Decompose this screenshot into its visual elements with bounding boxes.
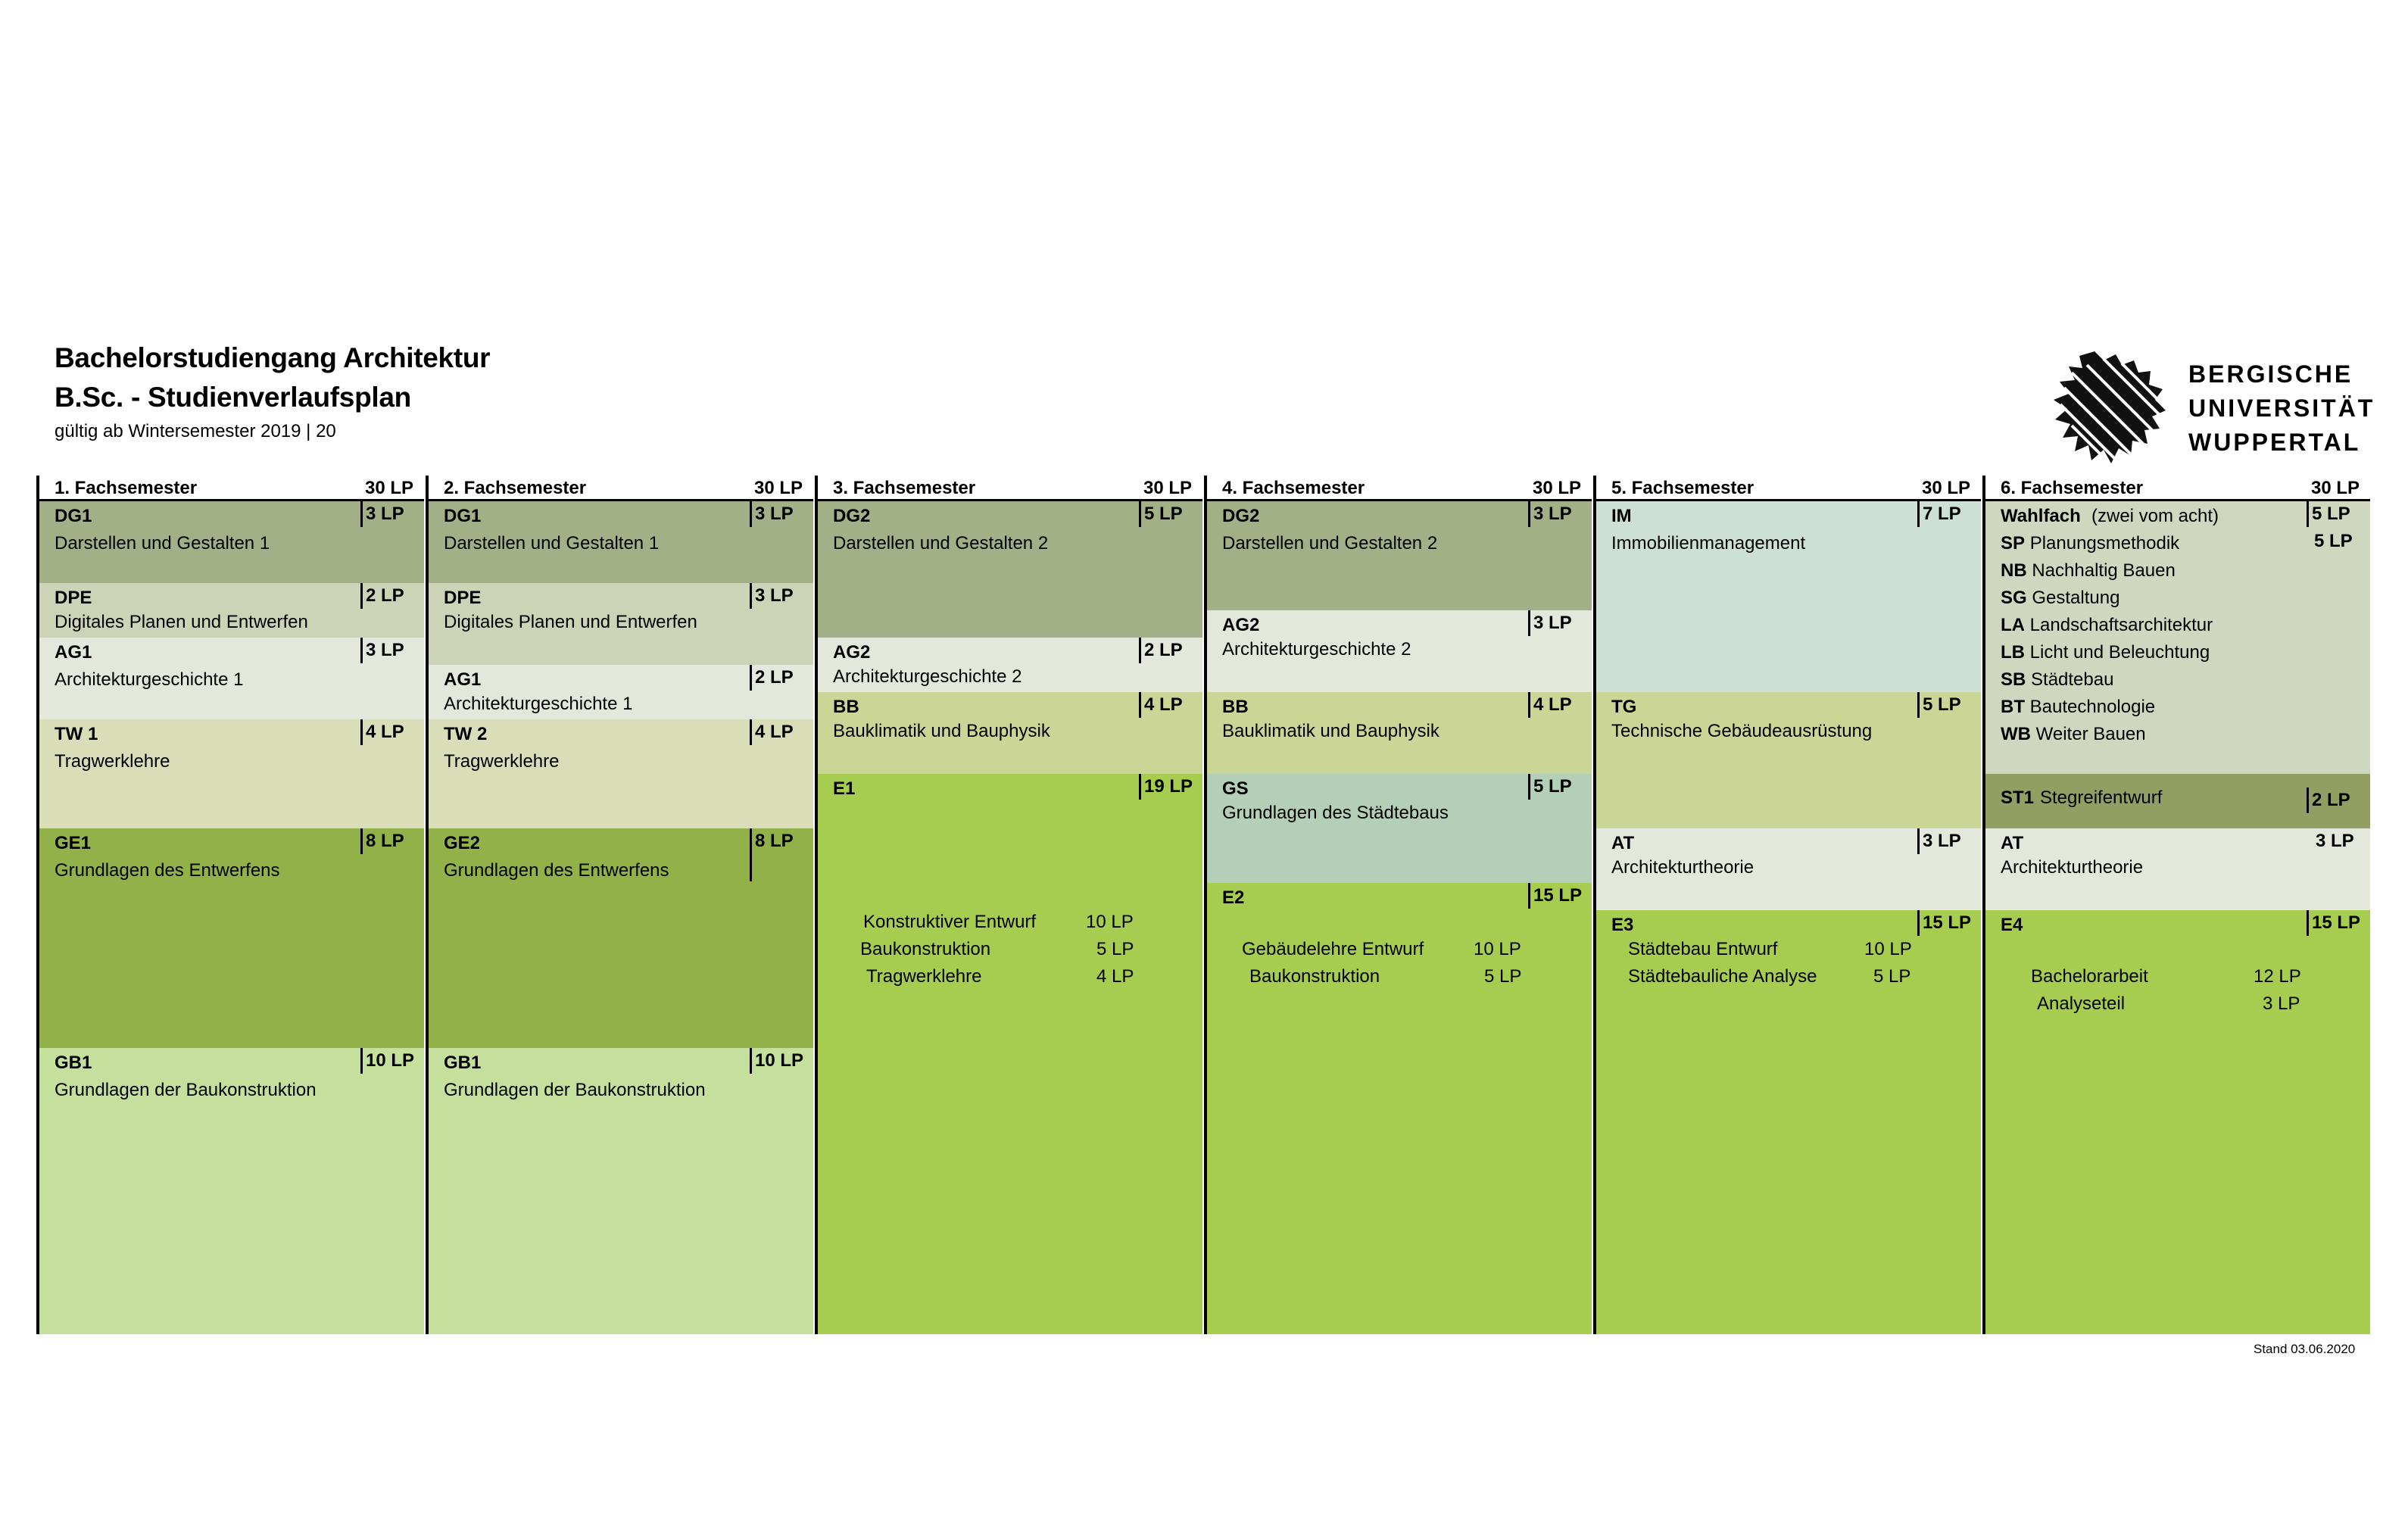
- wahlfach-note: (zwei vom acht): [2091, 506, 2219, 526]
- part-lp: 10 LP: [1086, 912, 1134, 932]
- semester-1-column: [36, 476, 424, 1334]
- module-bb: [1207, 692, 1592, 774]
- module-tg: [1596, 692, 1981, 828]
- semester-4-column: [1204, 476, 1592, 1334]
- module-name: Immobilienmanagement: [1611, 533, 1806, 554]
- wahlfach-code: WB: [2001, 724, 2031, 744]
- wahlfach-name: Landschaftsarchitektur: [2029, 615, 2213, 635]
- module-name: Digitales Planen und Entwerfen: [444, 612, 697, 632]
- wahlfach-name: Planungsmethodik: [2029, 533, 2180, 554]
- module-lp: 4 LP: [360, 719, 404, 745]
- module-code: GS: [1222, 778, 1249, 799]
- module-ag1: [429, 665, 813, 719]
- module-dpe: [39, 583, 424, 638]
- module-dg2: [1207, 501, 1592, 610]
- module-lp: 3 LP: [750, 583, 794, 609]
- module-lp: 3 LP: [1528, 501, 1572, 527]
- module-code: ST1: [2001, 788, 2035, 808]
- semester-3-body: [815, 501, 1202, 1334]
- semester-label: 1. Fachsemester: [55, 478, 198, 498]
- module-lp: 15 LP: [1528, 883, 1582, 909]
- part-name: Bachelorarbeit: [2031, 966, 2148, 987]
- wahlfach-item: [2001, 615, 2213, 636]
- module-name: Grundlagen des Entwerfens: [444, 860, 669, 881]
- module-lp: 19 LP: [1139, 774, 1193, 800]
- module-ag1: [39, 638, 424, 719]
- module-code: DPE: [444, 588, 482, 608]
- module-name: Darstellen und Gestalten 1: [55, 533, 270, 554]
- module-name: Darstellen und Gestalten 2: [833, 533, 1049, 554]
- wahlfach-code: NB: [2001, 560, 2027, 581]
- module-im: [1596, 501, 1981, 692]
- module-name: Grundlagen des Entwerfens: [55, 860, 280, 881]
- module-dg1: [429, 501, 813, 583]
- module-name: Stegreifentwurf: [2040, 788, 2163, 808]
- bergische-loewe-logo-icon: [2049, 350, 2170, 466]
- semester-label: 5. Fachsemester: [1611, 478, 1755, 498]
- module-code: E4: [2001, 915, 2023, 935]
- module-tw2: [429, 719, 813, 828]
- wahlfach-item: [2001, 697, 2155, 718]
- part-lp: 5 LP: [1873, 966, 1911, 987]
- module-dg2: [818, 501, 1202, 638]
- wahlfach-code: SG: [2001, 588, 2027, 608]
- module-tw1: [39, 719, 424, 828]
- module-lp: 8 LP: [750, 828, 794, 881]
- part-name: Tragwerklehre: [866, 966, 982, 987]
- module-code: E2: [1222, 887, 1245, 908]
- module-code: GE2: [444, 833, 481, 853]
- university-wordmark: [2188, 357, 2375, 460]
- semester-4-body: [1204, 501, 1592, 1334]
- wahlfach-code: LA: [2001, 615, 2025, 635]
- page-title: Bachelorstudiengang Architektur: [55, 342, 491, 373]
- module-code: AT: [1611, 833, 1635, 853]
- semester-label: 2. Fachsemester: [444, 478, 587, 498]
- module-code: DG2: [833, 506, 871, 526]
- module-code: AG1: [444, 669, 482, 690]
- module-dpe: [429, 583, 813, 665]
- module-code: GB1: [55, 1053, 92, 1073]
- wahlfach-code: SB: [2001, 669, 2026, 690]
- module-code: DG1: [444, 506, 482, 526]
- semester-label: 4. Fachsemester: [1222, 478, 1365, 498]
- semester-lp: 30 LP: [364, 478, 413, 498]
- module-lp: 10 LP: [360, 1048, 414, 1074]
- part-name: Baukonstruktion: [1249, 966, 1380, 987]
- module-lp: 15 LP: [1917, 910, 1971, 936]
- semester-5-body: [1593, 501, 1981, 1334]
- module-code: TW 2: [444, 724, 488, 744]
- wahlfach-item: [2001, 588, 2119, 609]
- module-name: Darstellen und Gestalten 1: [444, 533, 660, 554]
- module-lp: 5 LP: [1917, 692, 1961, 718]
- module-code: AG2: [833, 642, 871, 663]
- module-gb1: [39, 1048, 424, 1334]
- module-lp: 3 LP: [2316, 831, 2354, 851]
- module-name: Architekturgeschichte 2: [833, 666, 1022, 687]
- semester-3-header: [815, 476, 1202, 501]
- module-gb1: [429, 1048, 813, 1334]
- module-lp: 5 LP: [1528, 774, 1572, 800]
- module-code: TG: [1611, 697, 1637, 717]
- module-e2: [1207, 883, 1592, 1334]
- module-gs: [1207, 774, 1592, 883]
- module-lp: 4 LP: [750, 719, 794, 745]
- module-lp: 4 LP: [1139, 692, 1183, 718]
- module-lp: 8 LP: [360, 828, 404, 854]
- module-ge1: [39, 828, 424, 1048]
- wordmark-line-2: UNIVERSITÄT: [2188, 395, 2375, 422]
- module-code: E1: [833, 778, 856, 799]
- wahlfach-code: BT: [2001, 697, 2025, 717]
- module-lp: 2 LP: [1139, 638, 1183, 663]
- module-name: Grundlagen der Baukonstruktion: [444, 1080, 706, 1100]
- module-ag2: [1207, 610, 1592, 692]
- module-code: AG1: [55, 642, 92, 663]
- wahlfach-item: [2001, 669, 2113, 691]
- module-code: AG2: [1222, 615, 1260, 635]
- semester-lp: 30 LP: [2310, 478, 2360, 498]
- wahlfach-lp-1: 5 LP: [2307, 501, 2350, 527]
- semester-label: 3. Fachsemester: [833, 478, 976, 498]
- module-e4: [1985, 910, 2370, 1334]
- semester-2-column: [426, 476, 813, 1334]
- wahlfach-item: [2001, 560, 2176, 582]
- module-wahlfach: [1985, 501, 2370, 774]
- wahlfach-name: Nachhaltig Bauen: [2032, 560, 2176, 581]
- part-name: Analyseteil: [2037, 993, 2126, 1014]
- module-code: TW 1: [55, 724, 98, 744]
- wordmark-line-3: WUPPERTAL: [2188, 429, 2361, 456]
- module-name: Darstellen und Gestalten 2: [1222, 533, 1438, 554]
- wahlfach-name: Weiter Bauen: [2035, 724, 2146, 744]
- wahlfach-name: Städtebau: [2031, 669, 2114, 690]
- part-lp: 10 LP: [1474, 939, 1521, 959]
- module-lp: 3 LP: [360, 501, 404, 527]
- semester-3-column: [815, 476, 1202, 1334]
- semester-2-body: [426, 501, 813, 1334]
- study-plan-grid: [36, 476, 2369, 1334]
- wahlfach-name: Bautechnologie: [2029, 697, 2156, 717]
- module-lp: 3 LP: [1917, 828, 1961, 854]
- module-lp: 5 LP: [1139, 501, 1183, 527]
- module-code: E3: [1611, 915, 1634, 935]
- wahlfach-name: Licht und Beleuchtung: [2029, 642, 2210, 663]
- module-code: IM: [1611, 506, 1632, 526]
- module-code: DG1: [55, 506, 92, 526]
- module-lp: 2 LP: [360, 583, 404, 609]
- part-name: Konstruktiver Entwurf: [863, 912, 1037, 932]
- semester-6-header: [1982, 476, 2370, 501]
- module-name: Grundlagen der Baukonstruktion: [55, 1080, 317, 1100]
- part-lp: 5 LP: [1484, 966, 1522, 987]
- part-lp: 4 LP: [1096, 966, 1134, 987]
- semester-5-column: [1593, 476, 1981, 1334]
- semester-2-header: [426, 476, 813, 501]
- semester-lp: 30 LP: [753, 478, 803, 498]
- part-name: Städtebauliche Analyse: [1628, 966, 1817, 987]
- module-code: GB1: [444, 1053, 482, 1073]
- module-name: Architekturtheorie: [2001, 857, 2144, 878]
- wahlfach-item: [2001, 724, 2146, 745]
- module-code: DG2: [1222, 506, 1260, 526]
- module-dg1: [39, 501, 424, 583]
- semester-lp: 30 LP: [1143, 478, 1192, 498]
- module-name: Technische Gebäudeausrüstung: [1611, 721, 1873, 741]
- module-name: Bauklimatik und Bauphysik: [1222, 721, 1439, 741]
- module-name: Architekturtheorie: [1611, 857, 1755, 878]
- wahlfach-name: Gestaltung: [2032, 588, 2120, 608]
- wahlfach-title: Wahlfach: [2001, 506, 2081, 526]
- module-name: Architekturgeschichte 1: [55, 669, 244, 690]
- module-lp: 3 LP: [1528, 610, 1572, 636]
- semester-6-body: [1982, 501, 2370, 1334]
- module-name: Architekturgeschichte 2: [1222, 639, 1411, 660]
- semester-1-header: [36, 476, 424, 501]
- part-lp: 3 LP: [2263, 993, 2300, 1014]
- module-lp: 3 LP: [360, 638, 404, 663]
- module-at: [1985, 828, 2370, 910]
- module-code: AT: [2001, 833, 2024, 853]
- wahlfach-lp-2: 5 LP: [2314, 531, 2353, 551]
- module-ag2: [818, 638, 1202, 692]
- module-name: Grundlagen des Städtebaus: [1222, 803, 1449, 823]
- module-bb: [818, 692, 1202, 774]
- module-name: Bauklimatik und Bauphysik: [833, 721, 1050, 741]
- module-name: Tragwerklehre: [55, 751, 170, 772]
- module-lp: 7 LP: [1917, 501, 1961, 527]
- part-name: Städtebau Entwurf: [1628, 939, 1778, 959]
- module-lp: 4 LP: [1528, 692, 1572, 718]
- page-subtitle: B.Sc. - Studienverlaufsplan: [55, 382, 411, 413]
- module-name: Tragwerklehre: [444, 751, 560, 772]
- semester-lp: 30 LP: [1921, 478, 1970, 498]
- wahlfach-item: [2001, 533, 2179, 554]
- module-e1: [818, 774, 1202, 1334]
- wordmark-line-1: BERGISCHE: [2188, 360, 2353, 388]
- module-lp: 15 LP: [2307, 910, 2360, 936]
- part-name: Baukonstruktion: [860, 939, 991, 959]
- module-lp: 2 LP: [750, 665, 794, 691]
- module-lp: 2 LP: [2307, 788, 2350, 813]
- semester-5-header: [1593, 476, 1981, 501]
- semester-lp: 30 LP: [1532, 478, 1581, 498]
- wahlfach-item: [2001, 642, 2210, 663]
- module-st1: [1985, 774, 2370, 828]
- module-lp: 3 LP: [750, 501, 794, 527]
- module-ge2: [429, 828, 813, 1048]
- module-name: Digitales Planen und Entwerfen: [55, 612, 308, 632]
- semester-6-column: [1982, 476, 2370, 1334]
- module-code: BB: [833, 697, 859, 717]
- module-at: [1596, 828, 1981, 910]
- module-lp: 10 LP: [750, 1048, 803, 1074]
- wahlfach-code: SP: [2001, 533, 2026, 554]
- module-e3: [1596, 910, 1981, 1334]
- module-code: DPE: [55, 588, 92, 608]
- semester-4-header: [1204, 476, 1592, 501]
- wahlfach-code: LB: [2001, 642, 2025, 663]
- part-lp: 5 LP: [1096, 939, 1134, 959]
- stand-date: Stand 03.06.2020: [2254, 1342, 2356, 1356]
- part-lp: 12 LP: [2254, 966, 2301, 987]
- module-name: Architekturgeschichte 1: [444, 694, 633, 714]
- semester-1-body: [36, 501, 424, 1334]
- semester-label: 6. Fachsemester: [2001, 478, 2144, 498]
- part-lp: 10 LP: [1864, 939, 1912, 959]
- module-code: BB: [1222, 697, 1249, 717]
- module-code: GE1: [55, 833, 92, 853]
- validity-note: gültig ab Wintersemester 2019 | 20: [55, 421, 336, 441]
- part-name: Gebäudelehre Entwurf: [1242, 939, 1424, 959]
